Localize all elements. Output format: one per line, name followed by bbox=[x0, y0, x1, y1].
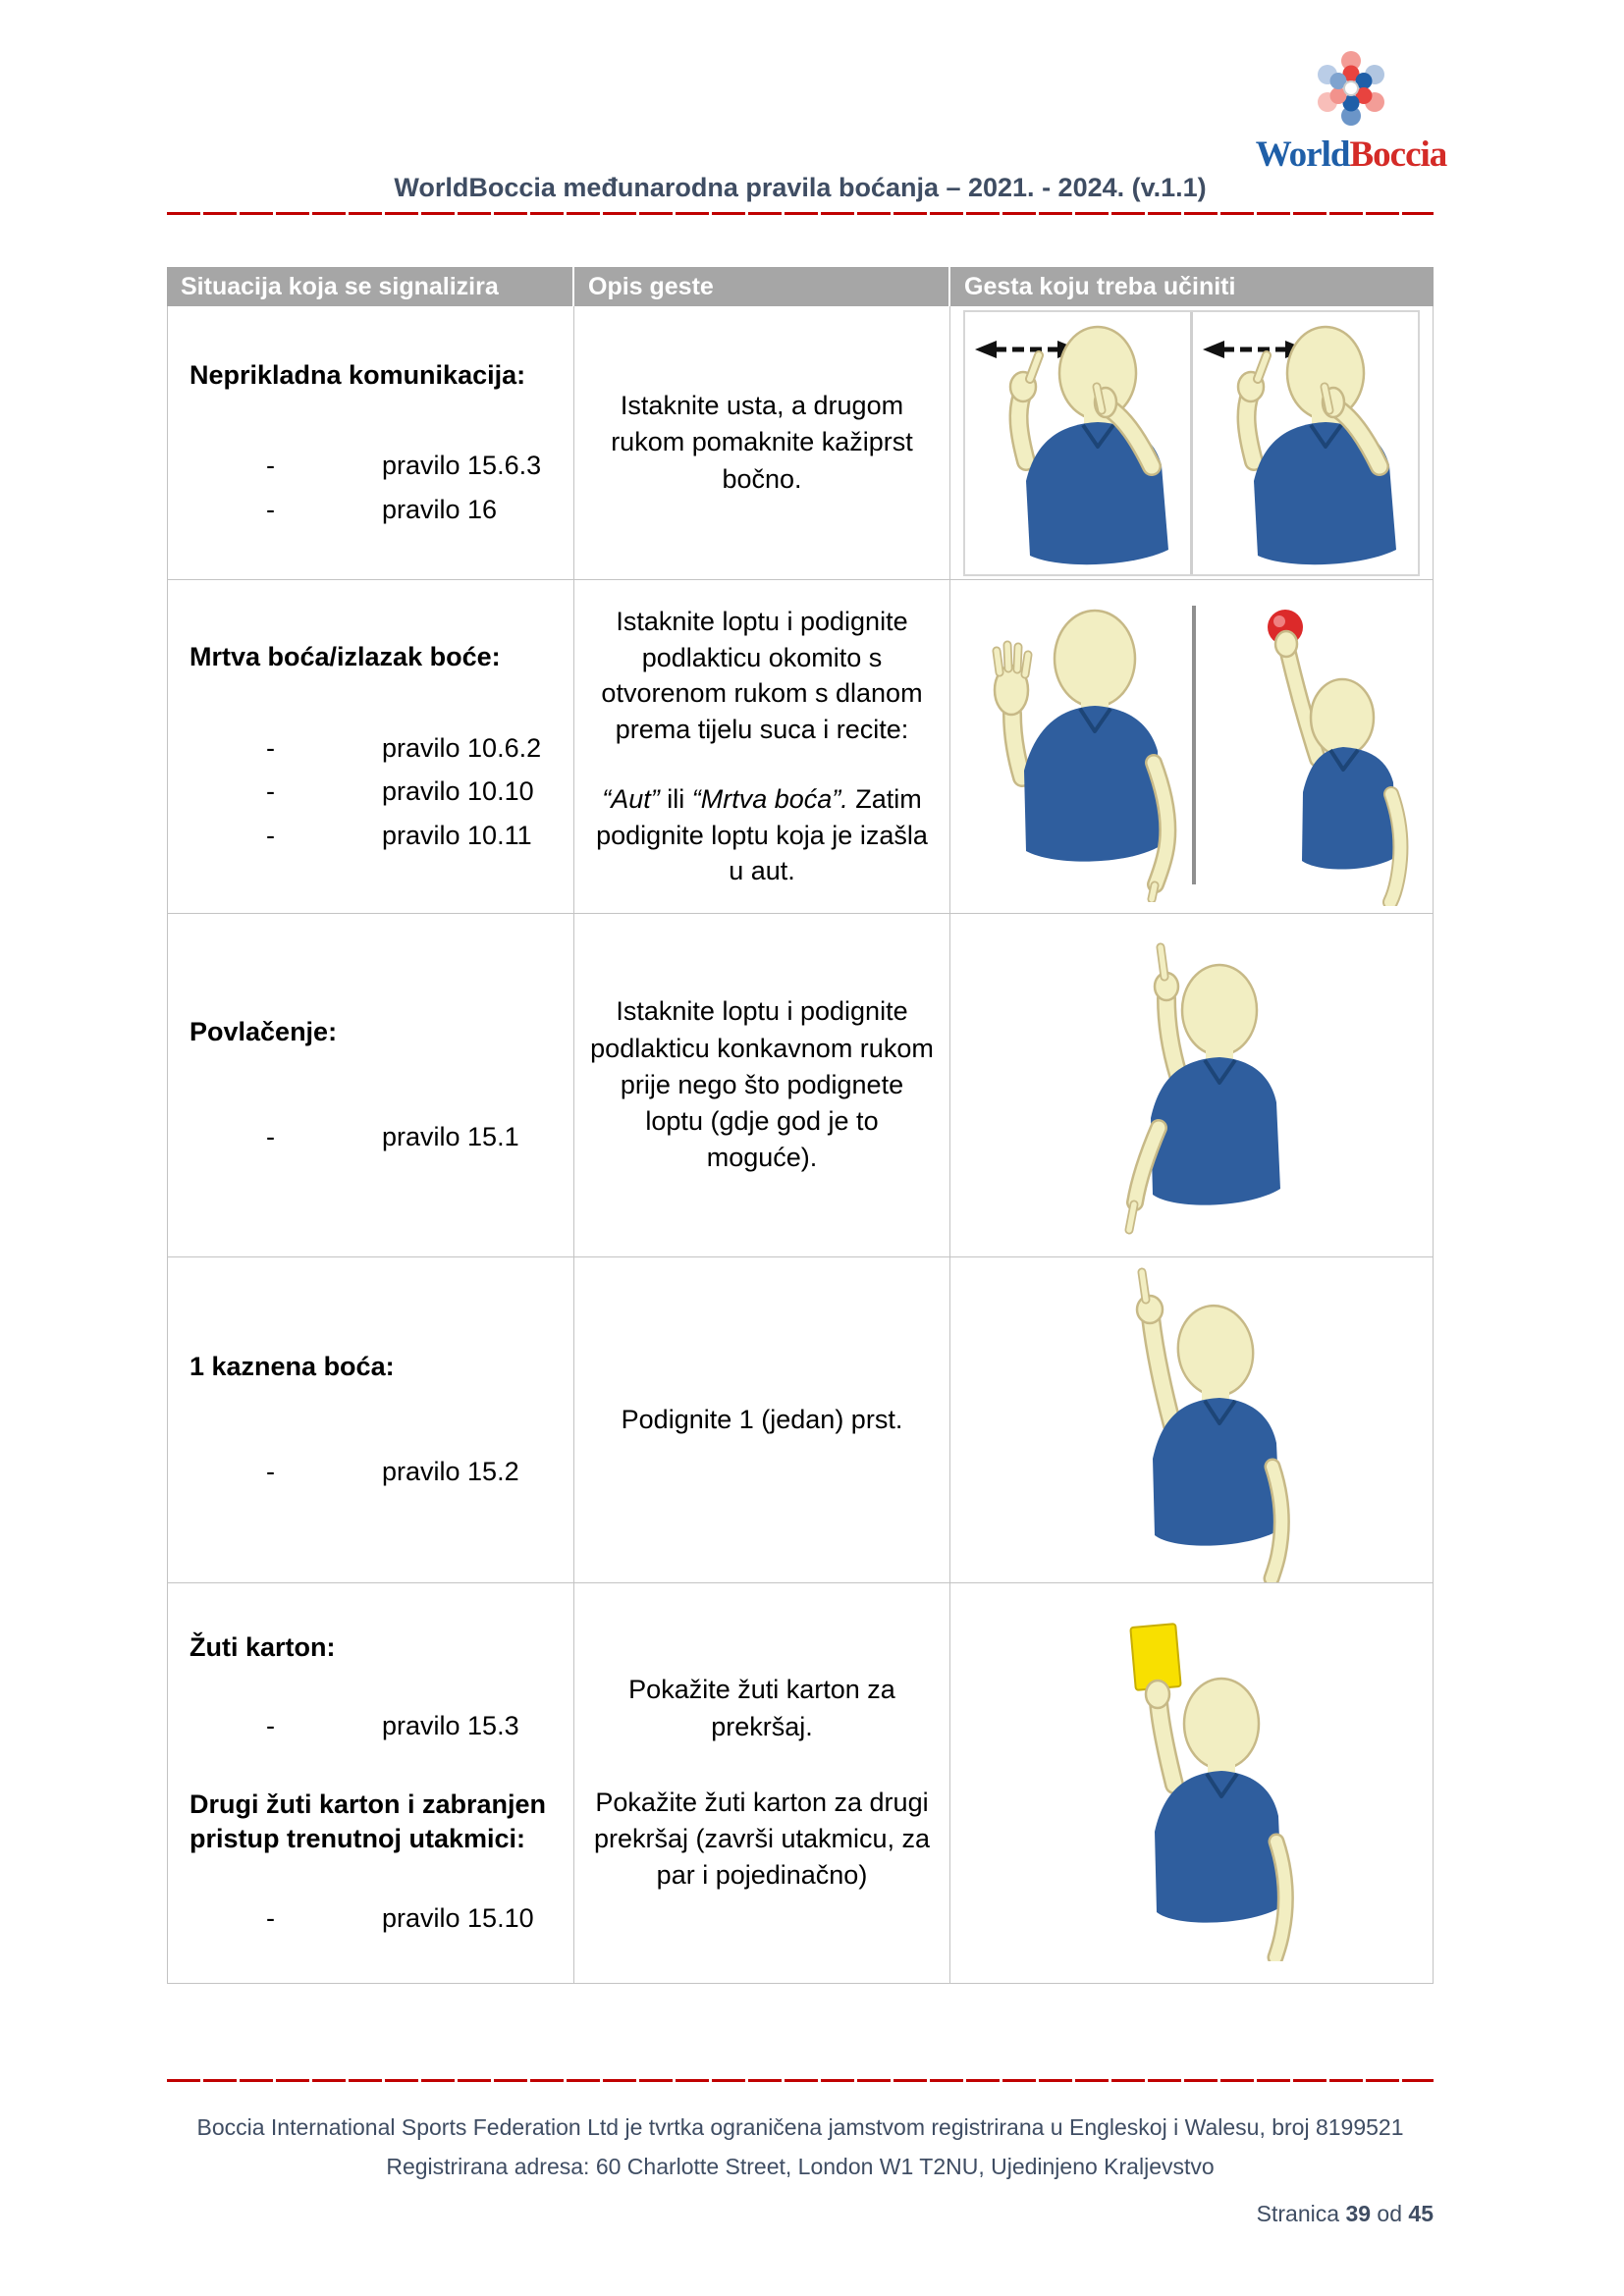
col-header-situation: Situacija koja se signalizira bbox=[167, 267, 574, 306]
referee-finger-on-lips-illustration bbox=[1190, 312, 1418, 574]
gesture-description: Istaknite usta, a drugom rukom pomaknite kažiprst bočno. bbox=[611, 391, 913, 494]
row4-gesture-cell bbox=[950, 1257, 1434, 1583]
row4-description-cell bbox=[574, 1257, 950, 1583]
bullet-dash: - bbox=[266, 494, 275, 524]
referee-concave-hand-icon bbox=[1076, 926, 1307, 1245]
logo-word-boccia: Boccia bbox=[1349, 134, 1447, 175]
rule-reference-label: pravilo 15.1 bbox=[382, 1122, 519, 1152]
bullet-dash: - bbox=[266, 776, 275, 807]
quote-separator: ili bbox=[659, 783, 692, 814]
worldboccia-flower-icon bbox=[1306, 45, 1396, 132]
referee-raising-red-ball-icon bbox=[1224, 600, 1421, 906]
rule-references bbox=[189, 1454, 560, 1489]
rule-references bbox=[189, 730, 560, 853]
row3-situation-cell bbox=[167, 914, 574, 1257]
bullet-dash: - bbox=[266, 451, 275, 481]
rule-reference bbox=[189, 448, 560, 483]
gesture-description-rest: Zatim podignite loptu koja je izašla u aut. bbox=[596, 783, 928, 886]
quoted-call-mrtva-boca: “Mrtva boća”. bbox=[691, 783, 848, 814]
situation-title: Mrtva boća/izlazak boće: bbox=[189, 642, 501, 672]
row5-description-cell bbox=[574, 1583, 950, 1984]
row1-situation-cell bbox=[167, 306, 574, 580]
row2-description-cell bbox=[574, 580, 950, 914]
row1-gesture-cell bbox=[950, 306, 1434, 580]
page-title: WorldBoccia međunarodna pravila boćanja – 2021. - 2024. (v.1.1) bbox=[394, 173, 1207, 202]
footer-company-line: Boccia International Sports Federation Ltd je tvrtka ograničena jamstvom registrirana u Engleskoj i Walesu, broj 8199521 bbox=[196, 2114, 1404, 2140]
bullet-dash: - bbox=[266, 732, 275, 763]
row3-gesture-cell bbox=[950, 914, 1434, 1257]
row2-situation-cell bbox=[167, 580, 574, 914]
rule-reference bbox=[189, 1708, 560, 1743]
rule-reference-label: pravilo 10.11 bbox=[382, 820, 532, 850]
situation-title: Neprikladna komunikacija: bbox=[189, 359, 526, 390]
row3-description-cell bbox=[574, 914, 950, 1257]
referee-open-palm-icon bbox=[963, 586, 1194, 902]
bullet-dash: - bbox=[266, 1122, 275, 1152]
col-header-gesture-to-make: Gesta koju treba učiniti bbox=[950, 267, 1434, 306]
col-header-gesture-description: Opis geste bbox=[574, 267, 950, 306]
rule-reference bbox=[189, 492, 560, 527]
logo-word-world: World bbox=[1255, 134, 1350, 175]
page-number-total: 45 bbox=[1408, 2201, 1434, 2226]
rule-reference bbox=[189, 730, 560, 766]
signals-table bbox=[167, 267, 1434, 1984]
page-number bbox=[167, 2201, 1434, 2227]
situation-title: Žuti karton: bbox=[189, 1631, 336, 1662]
rule-reference-label: pravilo 15.3 bbox=[382, 1711, 519, 1741]
bullet-dash: - bbox=[266, 820, 275, 850]
rule-reference-label: pravilo 15.2 bbox=[382, 1457, 519, 1487]
gesture-description: Istaknite loptu i podignite podlakticu konkavnom rukom prije nego što podignete loptu (gdje god je to moguće). bbox=[590, 996, 934, 1173]
rule-reference-label: pravilo 10.10 bbox=[382, 776, 534, 807]
situation-title: Povlačenje: bbox=[189, 1017, 338, 1047]
rule-reference bbox=[189, 1119, 560, 1154]
referee-finger-on-lips-icon bbox=[967, 314, 1188, 567]
worldboccia-logo bbox=[1225, 45, 1477, 176]
gesture-description-quote bbox=[590, 781, 934, 889]
gesture-description: Pokažite žuti karton za drugi prekršaj (završi utakmicu, za par i pojedinačno) bbox=[593, 1787, 931, 1891]
rule-reference bbox=[189, 818, 560, 853]
rule-reference-label: pravilo 16 bbox=[382, 494, 498, 524]
row2-gesture-cell bbox=[950, 580, 1434, 914]
rule-references bbox=[189, 1119, 560, 1154]
row4-situation-cell bbox=[167, 1257, 574, 1583]
gesture-description: Pokažite žuti karton za prekršaj. bbox=[628, 1675, 895, 1741]
rule-reference bbox=[189, 1454, 560, 1489]
gesture-description: Podignite 1 (jedan) prst. bbox=[621, 1404, 903, 1434]
header-divider-line bbox=[167, 212, 1434, 215]
row1-description-cell bbox=[574, 306, 950, 580]
page-number-middle: od bbox=[1371, 2201, 1409, 2226]
rule-references bbox=[189, 1708, 560, 1743]
footer-divider-line bbox=[167, 2079, 1434, 2082]
row5-situation-cell bbox=[167, 1583, 574, 1984]
rule-reference-label: pravilo 15.6.3 bbox=[382, 451, 542, 481]
quoted-call-aut: “Aut” bbox=[602, 783, 660, 814]
rule-reference bbox=[189, 774, 560, 809]
row5-gesture-cell bbox=[950, 1583, 1434, 1984]
referee-finger-on-lips-icon bbox=[1195, 314, 1416, 567]
rule-references bbox=[189, 1900, 560, 1936]
gesture-description: Istaknite loptu i podignite podlakticu okomito s otvorenom rukom s dlanom prema tijelu suca i recite: bbox=[601, 606, 923, 745]
rule-reference-label: pravilo 10.6.2 bbox=[382, 732, 542, 763]
situation-title-second: Drugi žuti karton i zabranjen pristup trenutnoj utakmici: bbox=[189, 1789, 547, 1854]
bullet-dash: - bbox=[266, 1711, 275, 1741]
footer-address-line: Registrirana adresa: 60 Charlotte Street, London W1 T2NU, Ujedinjeno Kraljevstvo bbox=[386, 2154, 1215, 2179]
worldboccia-logo-text bbox=[1225, 133, 1477, 176]
rule-reference bbox=[189, 1900, 560, 1936]
rule-reference-label: pravilo 15.10 bbox=[382, 1902, 534, 1933]
referee-illustration-pair bbox=[959, 584, 1425, 910]
page-number-current: 39 bbox=[1345, 2201, 1372, 2226]
situation-title: 1 kaznena boća: bbox=[189, 1352, 395, 1382]
referee-finger-on-lips-illustration bbox=[965, 312, 1190, 574]
page-number-prefix: Stranica bbox=[1256, 2201, 1346, 2226]
rule-references bbox=[189, 448, 560, 527]
referee-illustration-pair bbox=[963, 310, 1420, 576]
referee-yellow-card-icon bbox=[1076, 1606, 1307, 1961]
illustration-divider bbox=[1192, 606, 1196, 884]
referee-one-finger-icon bbox=[1076, 1258, 1307, 1582]
bullet-dash: - bbox=[266, 1457, 275, 1487]
bullet-dash: - bbox=[266, 1902, 275, 1933]
